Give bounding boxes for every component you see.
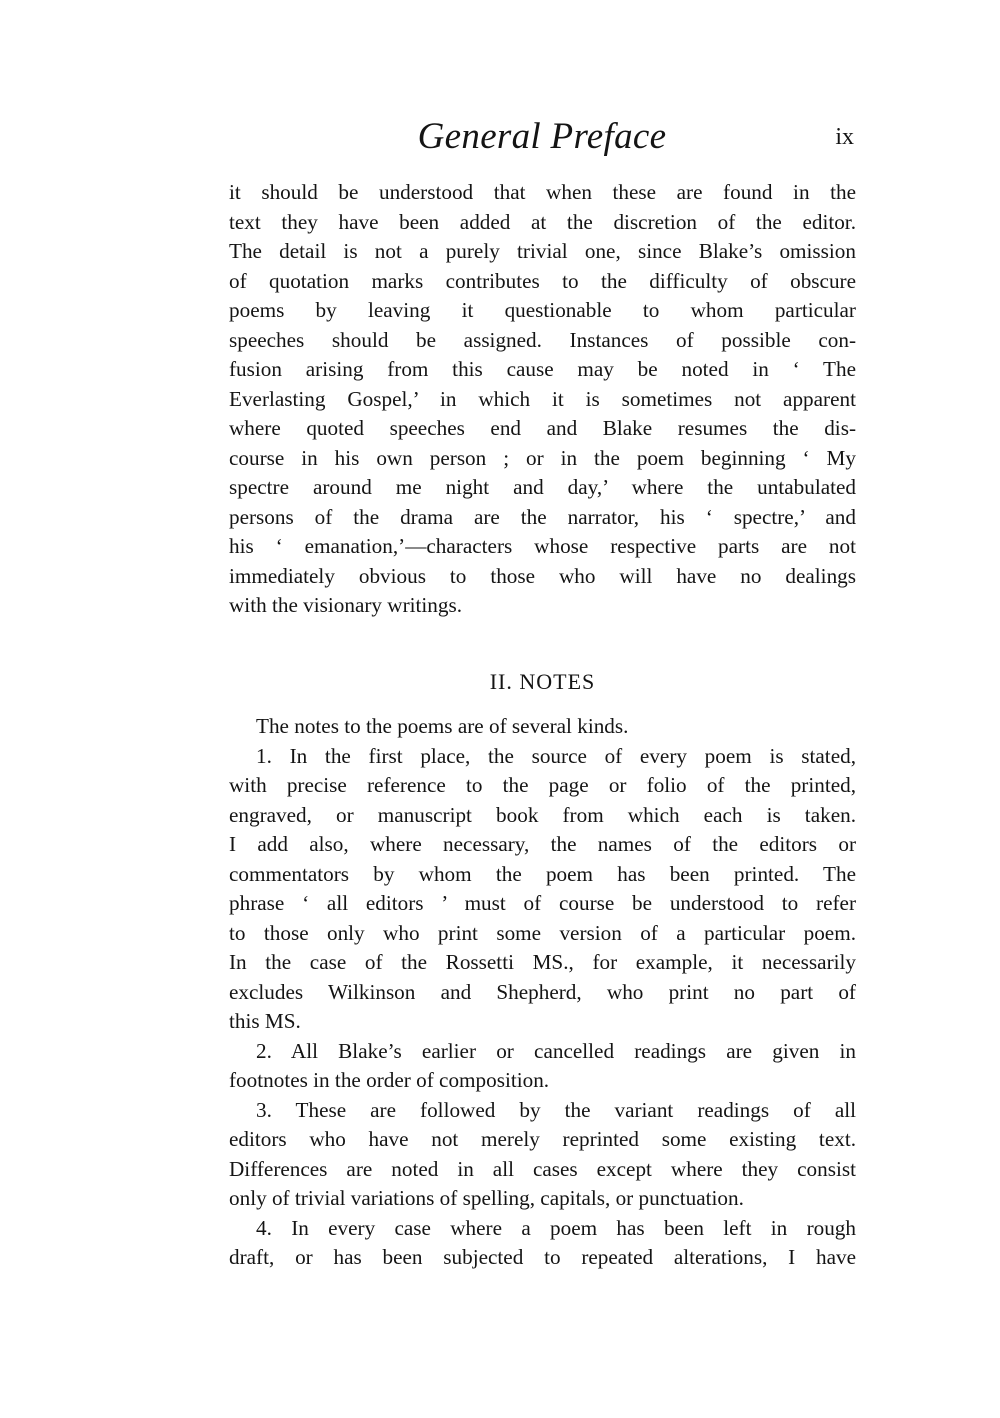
text-line: engraved, or manuscript book from which each is taken. — [229, 802, 856, 827]
text-line: fusion arising from this cause may be noted in ‘ The — [229, 357, 856, 381]
text-line: spectre around me night and day,’ where the untabulated — [229, 475, 856, 499]
text-line: The detail is not a purely trivial one, since Blake’s omission — [229, 239, 856, 263]
text-line: immediately obvious to those who will have no dealings — [229, 563, 856, 588]
note-4-paragraph — [229, 1214, 856, 1273]
text-line: it should be understood that when these are found in the — [229, 180, 856, 204]
text-line: In the case of the Rossetti MS., for example, it necessarily — [229, 950, 856, 974]
text-line: commentators by whom the poem has been printed. The — [229, 861, 856, 886]
text-line: his ‘ emanation,’—characters whose respective parts are not — [229, 534, 856, 558]
page-number: ix — [835, 124, 854, 150]
note-1-paragraph — [229, 742, 856, 1037]
text-line: editors who have not merely reprinted some existing text. — [229, 1127, 856, 1151]
text-line: 2. All Blake’s earlier or cancelled readings are given in — [256, 1038, 856, 1063]
running-title: General Preface — [417, 116, 667, 157]
paragraph — [229, 178, 856, 621]
text-line: with the visionary writings. — [229, 593, 463, 617]
text-line: with precise reference to the page or folio of the printed, — [229, 773, 856, 797]
text-line: course in his own person ; or in the poem beginning ‘ My — [229, 445, 856, 470]
text-line: draft, or has been subjected to repeated alterations, I have — [229, 1245, 856, 1269]
text-line: poems by leaving it questionable to whom particular — [229, 298, 856, 322]
text-line: only of trivial variations of spelling, capitals, or punctuation. — [229, 1186, 744, 1210]
text-line: of quotation marks contributes to the difficulty of obscure — [229, 268, 856, 293]
text-line: I add also, where necessary, the names of the editors or — [229, 832, 856, 856]
text-line: to those only who print some version of a particular poem. — [229, 920, 856, 945]
note-2-paragraph — [229, 1037, 856, 1096]
text-line: Differences are noted in all cases except where they consist — [229, 1156, 856, 1181]
text-line: this MS. — [229, 1009, 301, 1033]
notes-intro-paragraph — [229, 712, 856, 742]
text-line: where quoted speeches end and Blake resumes the dis- — [229, 416, 856, 440]
text-line: 4. In every case where a poem has been left in rough — [256, 1215, 856, 1240]
text-line: 1. In the first place, the source of every poem is stated, — [256, 743, 856, 768]
text-line: persons of the drama are the narrator, his ‘ spectre,’ and — [229, 504, 856, 529]
running-head — [228, 112, 856, 162]
text-line: phrase ‘ all editors ’ must of course be understood to refer — [229, 891, 856, 915]
text-line: excludes Wilkinson and Shepherd, who print no part of — [229, 979, 856, 1004]
text-line: The notes to the poems are of several kinds. — [256, 714, 629, 738]
note-3-paragraph — [229, 1096, 856, 1214]
paragraph-continuation — [229, 178, 856, 621]
text-line: speeches should be assigned. Instances of possible con- — [229, 327, 856, 352]
text-line: 3. These are followed by the variant readings of all — [256, 1097, 856, 1122]
notes-section — [229, 712, 856, 1273]
text-line: text they have been added at the discretion of the editor. — [229, 209, 856, 234]
section-heading: II. NOTES — [489, 669, 596, 694]
text-line: footnotes in the order of composition. — [229, 1068, 550, 1092]
text-line: Everlasting Gospel,’ in which it is sometimes not apparent — [229, 386, 856, 411]
